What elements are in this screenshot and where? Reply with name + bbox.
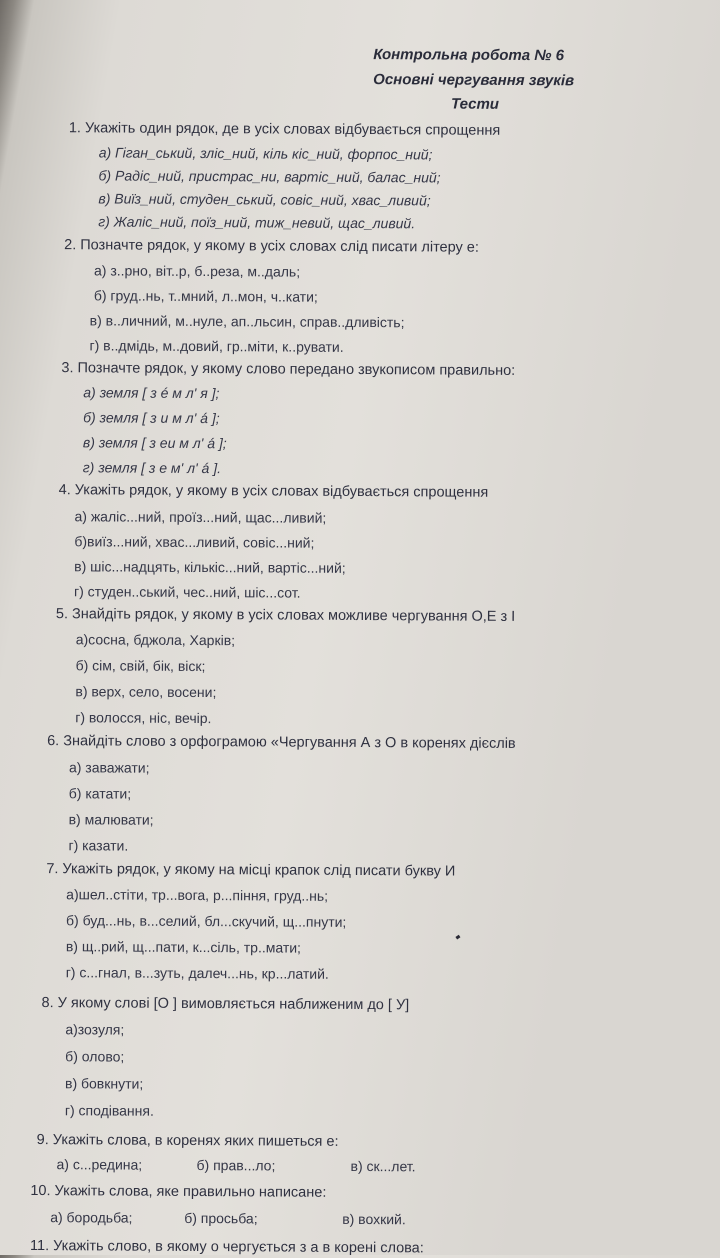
answer-option: г) казати. <box>68 837 129 854</box>
question-number: 1. <box>68 120 82 137</box>
question-11 <box>30 1238 424 1256</box>
answer-option: в) в..личний, м..нуле, ап..льсин, справ..дливість; <box>89 312 405 331</box>
question-1 <box>69 120 500 139</box>
answer-option: а) с...редина; <box>56 1156 143 1173</box>
question-text: Укажіть рядок, у якому на місці крапок слід писати букву И <box>62 861 456 880</box>
answer-option: б) груд..нь, т..мний, л..мон, ч..кати; <box>93 287 318 305</box>
answer-option: в) земля [ з еи м л' á ]; <box>82 434 227 452</box>
question-text: Знайдіть слово з орфограмою «Чергування А з О в коренях дієслів <box>63 733 516 752</box>
question-number: 8. <box>41 995 54 1012</box>
question-number: 11. <box>29 1237 50 1255</box>
question-number: 7. <box>46 861 59 878</box>
question-number: 6. <box>47 733 60 750</box>
question-text: Укажіть слова, яке правильно написане: <box>54 1183 327 1201</box>
worksheet-title: Контрольна робота № 6 <box>373 46 565 65</box>
answer-option: б) просьба; <box>184 1209 258 1227</box>
question-4 <box>59 482 489 501</box>
answer-option: г) волосся, ніс, вечір. <box>75 709 212 727</box>
question-9 <box>37 1132 339 1150</box>
answer-option: в) вохкий. <box>342 1210 406 1228</box>
answer-option: в) щ..рий, щ...пати, к...сіль, тр..мати; <box>65 938 302 956</box>
question-10 <box>30 1183 326 1201</box>
pen-mark <box>455 935 460 940</box>
question-text: Укажіть один рядок, де в усіх словах відбувається спрощення <box>84 120 501 139</box>
answer-option: б) катати; <box>68 785 132 802</box>
answer-option: б) Радіс_ний, пристрас_ни, вартіс_ний, балас_ний; <box>98 167 441 186</box>
answer-option: а)шел..стіти, тр...вога, р...піння, груд..нь; <box>66 886 329 904</box>
question-text: У якому слові [О ] вимовляється наближеним до [ У] <box>57 995 410 1014</box>
answer-option: а) заважати; <box>68 759 150 776</box>
answer-option: б) буд...нь, в...селий, бл...скучий, щ...пнути; <box>65 912 347 930</box>
question-2 <box>64 237 479 256</box>
answer-options-row <box>0 1156 717 1180</box>
question-number: 9. <box>36 1132 49 1149</box>
question-text: Укажіть рядок, у якому в усіх словах відбувається спрощення <box>74 482 489 501</box>
answer-option: а) з..рно, віт..р, б..реза, м..даль; <box>93 262 301 280</box>
answer-option: г) в..дмідь, м..довий, гр..міти, к..рувати. <box>89 337 344 355</box>
answer-option: в) шіс...надцять, кількіс...ний, вартіс...ний; <box>74 558 346 576</box>
question-text: Укажіть слова, в коренях яких пишеться е: <box>52 1132 339 1150</box>
worksheet-section: Тести <box>450 95 500 113</box>
answer-option: а) бородьба; <box>50 1209 133 1226</box>
question-text: Позначте рядок, у якому слово передано звукописом правильно: <box>77 360 516 379</box>
question-text: Укажіть слово, в якому о чергується з а в корені слова: <box>53 1238 424 1257</box>
answer-option: в) Виїз_ний, студен_ський, совіс_ний, хвас_ливий; <box>98 190 431 209</box>
answer-option: а)сосна, бджола, Харків; <box>75 631 236 649</box>
answer-option: в) бовкнути; <box>64 1075 144 1092</box>
answer-option: г) земля [ з е м' л' á ]. <box>82 459 222 477</box>
answer-option: б) земля [ з и м л' á ]; <box>83 409 220 427</box>
answer-option: г) Жаліс_ний, поїз_ний, тиж_невий, щас_ливий. <box>98 213 416 232</box>
question-number: 3. <box>61 360 74 377</box>
answer-option: а)зозуля; <box>65 1021 125 1038</box>
answer-option: в) ск...лет. <box>350 1157 416 1175</box>
question-6 <box>47 733 516 752</box>
answer-option: а) жаліс...ний, проїз...ний, щас...ливий; <box>74 508 327 526</box>
worksheet-subtitle: Основні чергування звуків <box>373 71 575 90</box>
answer-option: г) сподівання. <box>64 1102 154 1119</box>
question-text: Знайдіть рядок, у якому в усіх словах можливе чергування О,Е з І <box>71 606 516 625</box>
answer-option: г) с...гнал, в...зуть, далеч...нь, кр...латий. <box>65 964 329 982</box>
question-text: Позначте рядок, у якому в усіх словах слід писати літеру е: <box>80 237 479 256</box>
answer-option: б)виїз...ний, хвас...ливий, совіс...ний; <box>74 533 315 551</box>
question-7 <box>46 861 455 879</box>
answer-option: г) студен..ський, чес..ний, шіс...сот. <box>73 583 301 601</box>
question-5 <box>56 606 515 625</box>
question-8 <box>41 995 409 1013</box>
answer-option: в) верх, село, восени; <box>75 683 217 701</box>
answer-option: б) прав...ло; <box>196 1157 276 1174</box>
question-number: 5. <box>55 606 69 623</box>
question-3 <box>61 360 515 379</box>
answer-option: а) Гіган_ський, зліс_ний, кіль кіс_ний, форпос_ний; <box>98 144 433 163</box>
answer-options-row <box>0 1209 716 1233</box>
question-number: 10. <box>30 1182 51 1200</box>
question-number: 4. <box>58 482 71 499</box>
answer-option: в) малювати; <box>68 811 154 828</box>
answer-option: б) олово; <box>65 1048 125 1065</box>
answer-option: б) сім, свій, бік, віск; <box>75 657 206 675</box>
question-number: 2. <box>64 237 77 254</box>
answer-option: а) земля [ з é м л' я ]; <box>83 384 220 402</box>
